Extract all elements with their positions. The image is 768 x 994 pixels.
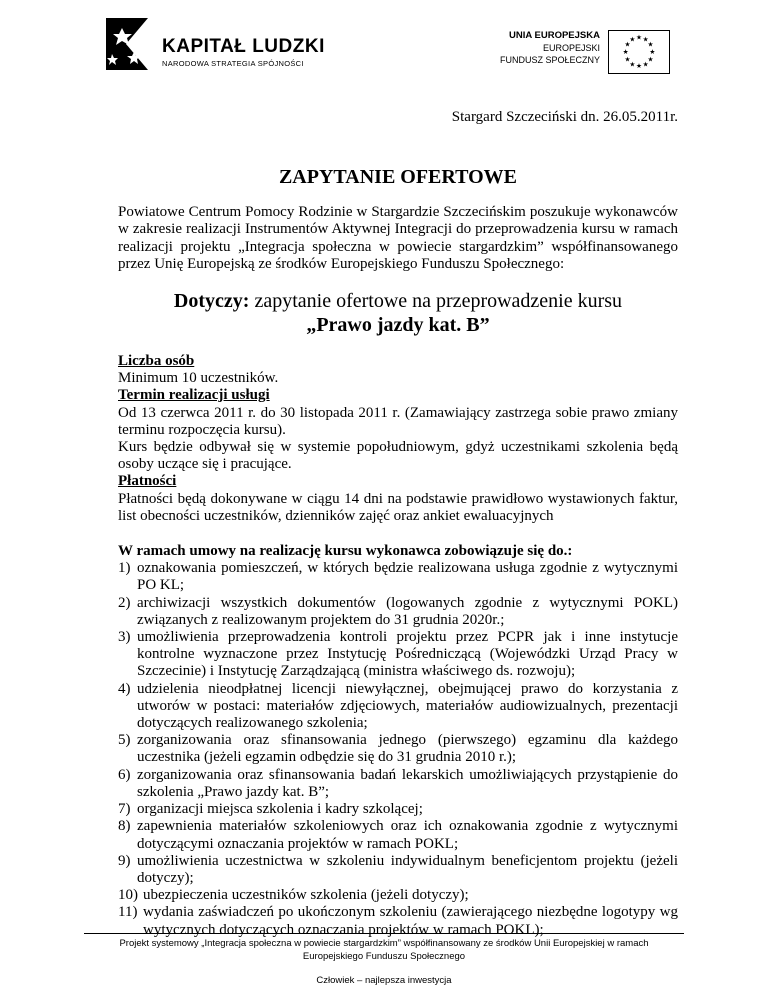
svg-text:★: ★: [629, 60, 636, 69]
list-item: [118, 767, 678, 801]
list-item-text: archiwizacji wszystkich dokumentów (logowanych zgodnie z wytycznymi POKL) związanych z realizowanym projektem do 31 grudnia 2020r.;: [137, 594, 678, 628]
list-item: [118, 801, 678, 818]
payments-text: Płatności będą dokonywane w ciągu 14 dni na podstawie prawidłowo wystawionych faktur, list obecności uczestników, dzienników zajęć oraz ankiet ewaluacyjnych: [118, 490, 678, 524]
svg-text:★: ★: [629, 35, 636, 44]
list-item-text: zorganizowania oraz sfinansowania jednego (pierwszego) egzaminu dla każdego uczestnika (jeżeli egzamin odbędzie się do 31 grudnia 2010 r.);: [137, 732, 678, 766]
subject-line: [118, 289, 678, 313]
kapital-ludzki-subtitle: NARODOWA STRATEGIA SPÓJNOŚCI: [162, 59, 304, 68]
list-item-text: umożliwienia przeprowadzenia kontroli projektu przez PCPR jak i inne instytucje kontrolne wyznaczone przez Instytucję Pośredniczącą (Wojewódzki Urząd Pracy w Szczecinie) i Instytucję Zarządzającą (ministra właściwego ds. rozwoju);: [137, 629, 678, 680]
list-item: [118, 595, 678, 629]
list-item-text: udzielenia nieodpłatnej licencji niewyłącznej, obejmującej prawo do korzystania z utworów w postaci: materiałów zdjęciowych, materiałów audiowizualnych, prezentacji dotyczących realizowanego szkolenia;: [137, 680, 678, 732]
list-item: [118, 732, 678, 766]
subject-text: zapytanie ofertowe na przeprowadzenie kursu: [249, 290, 623, 313]
payments-heading: Płatności: [118, 473, 177, 490]
svg-text:★: ★: [647, 40, 654, 49]
footer-motto: Człowiek – najlepsza inwestycja: [316, 975, 452, 986]
svg-text:★: ★: [624, 55, 631, 64]
list-item: [118, 681, 678, 733]
list-item-text: zapewnienia materiałów szkoleniowych oraz ich oznakowania zgodnie z wytycznymi dotyczącymi oznaczania projektów w ramach POKL;: [137, 818, 678, 852]
list-item: [118, 629, 678, 681]
list-item-text: umożliwienia uczestnictwa w szkoleniu indywidualnym beneficjentom projektu (jeżeli dotyczy);: [137, 852, 678, 886]
intro-paragraph: Powiatowe Centrum Pomocy Rodzinie w Stargardzie Szczecińskim poszukuje wykonawców w zakresie realizacji Instrumentów Aktywnej Integracji do przeprowadzenia kursu w ramach realizacji projektu „Integracja społeczna w powiecie stargardzkim” współfinansowanego przez Unię Europejską ze środków Europejskiego Funduszu Społecznego:: [118, 204, 678, 272]
eu-logo-line2: EUROPEJSKI: [542, 43, 600, 53]
list-item-number: 11): [118, 904, 138, 921]
course-name: „Prawo jazdy kat. B”: [306, 314, 490, 337]
footer-line-1: Projekt systemowy „Integracja społeczna w powiecie stargardzkim” współfinansowany ze środków Unii Europejskiej w ramach: [119, 938, 649, 949]
list-item: [118, 818, 678, 852]
kapital-ludzki-emblem-icon: [104, 14, 156, 72]
list-item-number: 5): [118, 732, 131, 749]
eu-logo: [472, 30, 670, 74]
schedule-text-2: Kurs będzie odbywał się w systemie popołudniowym, gdyż uczestnikami szkolenia będą osoby uczące się i pracujące.: [118, 439, 678, 473]
list-item-number: 3): [118, 629, 131, 646]
svg-text:★: ★: [649, 47, 656, 56]
obligations-heading: W ramach umowy na realizację kursu wykonawca zobowiązuje się do.:: [118, 543, 573, 560]
list-item-number: 8): [118, 818, 131, 835]
document-title: ZAPYTANIE OFERTOWE: [278, 166, 518, 189]
list-item-number: 6): [118, 766, 131, 783]
list-item: [118, 853, 678, 887]
eu-flag-icon: [608, 30, 670, 74]
kapital-ludzki-logo: [104, 14, 325, 74]
participants-text: Minimum 10 uczestników.: [118, 370, 279, 387]
list-item-number: 10): [118, 887, 138, 904]
kapital-ludzki-title: KAPITAŁ LUDZKI: [162, 36, 325, 57]
svg-text:★: ★: [636, 62, 642, 71]
svg-text:★: ★: [642, 35, 649, 44]
list-item-number: 4): [118, 680, 131, 697]
list-item: [118, 560, 678, 594]
page-header: [0, 0, 768, 90]
list-item-text: oznakowania pomieszczeń, w których będzie realizowana usługa zgodnie z wytycznymi PO KL;: [137, 560, 678, 594]
schedule-heading: Termin realizacji usługi: [118, 387, 270, 404]
svg-text:★: ★: [622, 47, 629, 56]
page-footer: [84, 933, 684, 987]
eu-logo-line3: FUNDUSZ SPOŁECZNY: [499, 55, 600, 65]
date-line: Stargard Szczeciński dn. 26.05.2011r.: [451, 109, 678, 125]
document-body: [118, 96, 678, 939]
list-item-text: organizacji miejsca szkolenia i kadry szkolącej;: [137, 801, 423, 818]
participants-heading: Liczba osób: [118, 353, 195, 370]
list-item-number: 1): [118, 560, 131, 577]
svg-text:★: ★: [642, 60, 649, 69]
list-item-text: ubezpieczenia uczestników szkolenia (jeżeli dotyczy);: [143, 887, 469, 904]
svg-text:★: ★: [636, 33, 642, 42]
list-item-number: 9): [118, 852, 131, 869]
list-item-text: wydania zaświadczeń po ukończonym szkoleniu (zawierającego niezbędne logotypy wg wytycznych dotyczących oznaczania projektów w ramach POKL);: [143, 904, 678, 938]
schedule-text-1: Od 13 czerwca 2011 r. do 30 listopada 2011 r. (Zamawiający zastrzega sobie prawo zmiany terminu rozpoczęcia kursu).: [118, 404, 678, 438]
list-item: [118, 887, 678, 904]
list-item-text: zorganizowania oraz sfinansowania badań lekarskich umożliwiających przystąpienie do szkolenia „Prawo jazdy kat. B”;: [137, 766, 678, 800]
eu-logo-line1: UNIA EUROPEJSKA: [509, 30, 600, 41]
list-item-number: 2): [118, 594, 131, 611]
obligations-list: [118, 560, 678, 938]
list-item-number: 7): [118, 801, 131, 818]
svg-text:★: ★: [624, 40, 631, 49]
eu-logo-text: [500, 30, 600, 66]
footer-line-2: Europejskiego Funduszu Społecznego: [302, 951, 466, 962]
subject-label: Dotyczy:: [173, 290, 250, 313]
svg-text:★: ★: [647, 55, 654, 64]
